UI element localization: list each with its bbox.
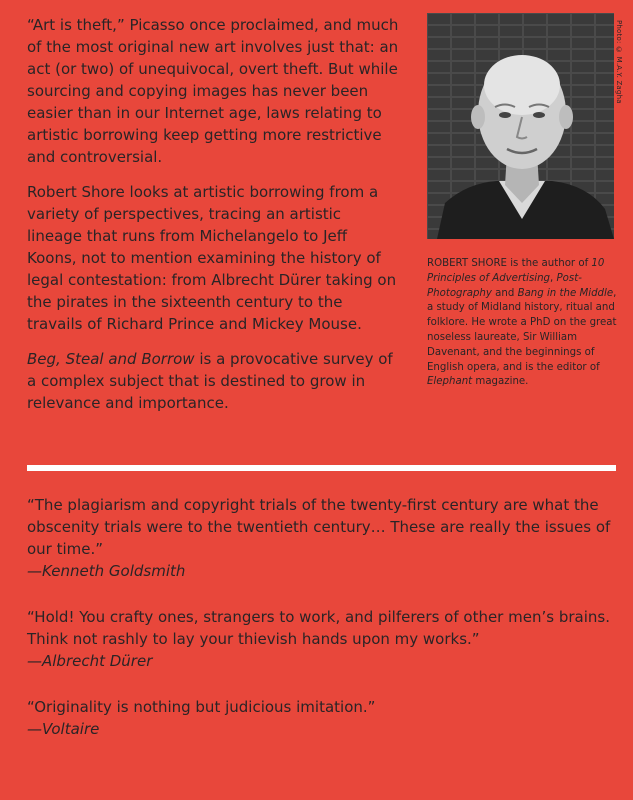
quote-attribution: —Albrecht Dürer [27, 652, 153, 670]
author-photo [427, 13, 614, 239]
bio-book-title: 10 Principles of Advertising [427, 258, 605, 284]
bio-text: magazine. [472, 376, 529, 388]
quote [27, 696, 622, 740]
blurb-paragraph-3 [27, 348, 399, 414]
quote-attribution: —Voltaire [27, 720, 100, 738]
author-bio [427, 257, 619, 390]
quote-text: “The plagiarism and copyright trials of the twenty-first century are what the obscenity trials were to the twentieth century… These are really the issues of our time.” [27, 496, 611, 558]
author-portrait-image [427, 13, 614, 239]
divider [27, 465, 616, 471]
quote [27, 494, 622, 582]
quotes-section [27, 494, 622, 764]
quote [27, 606, 622, 672]
photo-credit: Photo: © M.A.Y. Zagha [615, 20, 623, 104]
blurb-paragraph-2: Robert Shore looks at artistic borrowing from a variety of perspectives, tracing an artistic lineage that runs from Michelangelo to Jeff Koons, not to mention examining the history of legal contestation: from Albrecht Dürer taking on the pirates in the sixteenth century to the travails of Richard Prince and Mickey Mouse. [27, 183, 397, 333]
bio-text: , [550, 272, 557, 284]
quote-text: “Originality is nothing but judicious imitation.” [27, 698, 376, 716]
bio-magazine-title: Elephant [427, 376, 473, 388]
bio-book-title: Post-Photography [427, 272, 582, 299]
blurb-paragraph-1: “Art is theft,” Picasso once proclaimed, and much of the most original new art involves just that: an act (or two) of unequivocal, overt theft. But while sourcing and copying images has never been easier than in our Internet age, laws relating to artistic borrowing keep getting more restrictive and controversial. [27, 16, 399, 166]
blurb-paragraph-3-text: is a provocative survey of a complex subject that is destined to grow in relevance and importance. [27, 350, 393, 412]
book-title: Beg, Steal and Borrow [27, 350, 195, 368]
quote-attribution: —Kenneth Goldsmith [27, 562, 186, 580]
bio-text: , a study of Midland history, ritual and folklore. He wrote a PhD on the great noseless laureate, Sir William Davenant, and the beginnings of English opera, and is the editor of [427, 287, 617, 373]
quote-text: “Hold! You crafty ones, strangers to work, and pilferers of other men’s brains. Think not rashly to lay your thievish hands upon my works.” [27, 608, 610, 648]
bio-text: ROBERT SHORE is the author of [427, 258, 592, 269]
back-cover-blurb [27, 14, 399, 427]
bio-book-title: Bang in the Middle [517, 287, 614, 299]
bio-text: and [491, 287, 518, 299]
